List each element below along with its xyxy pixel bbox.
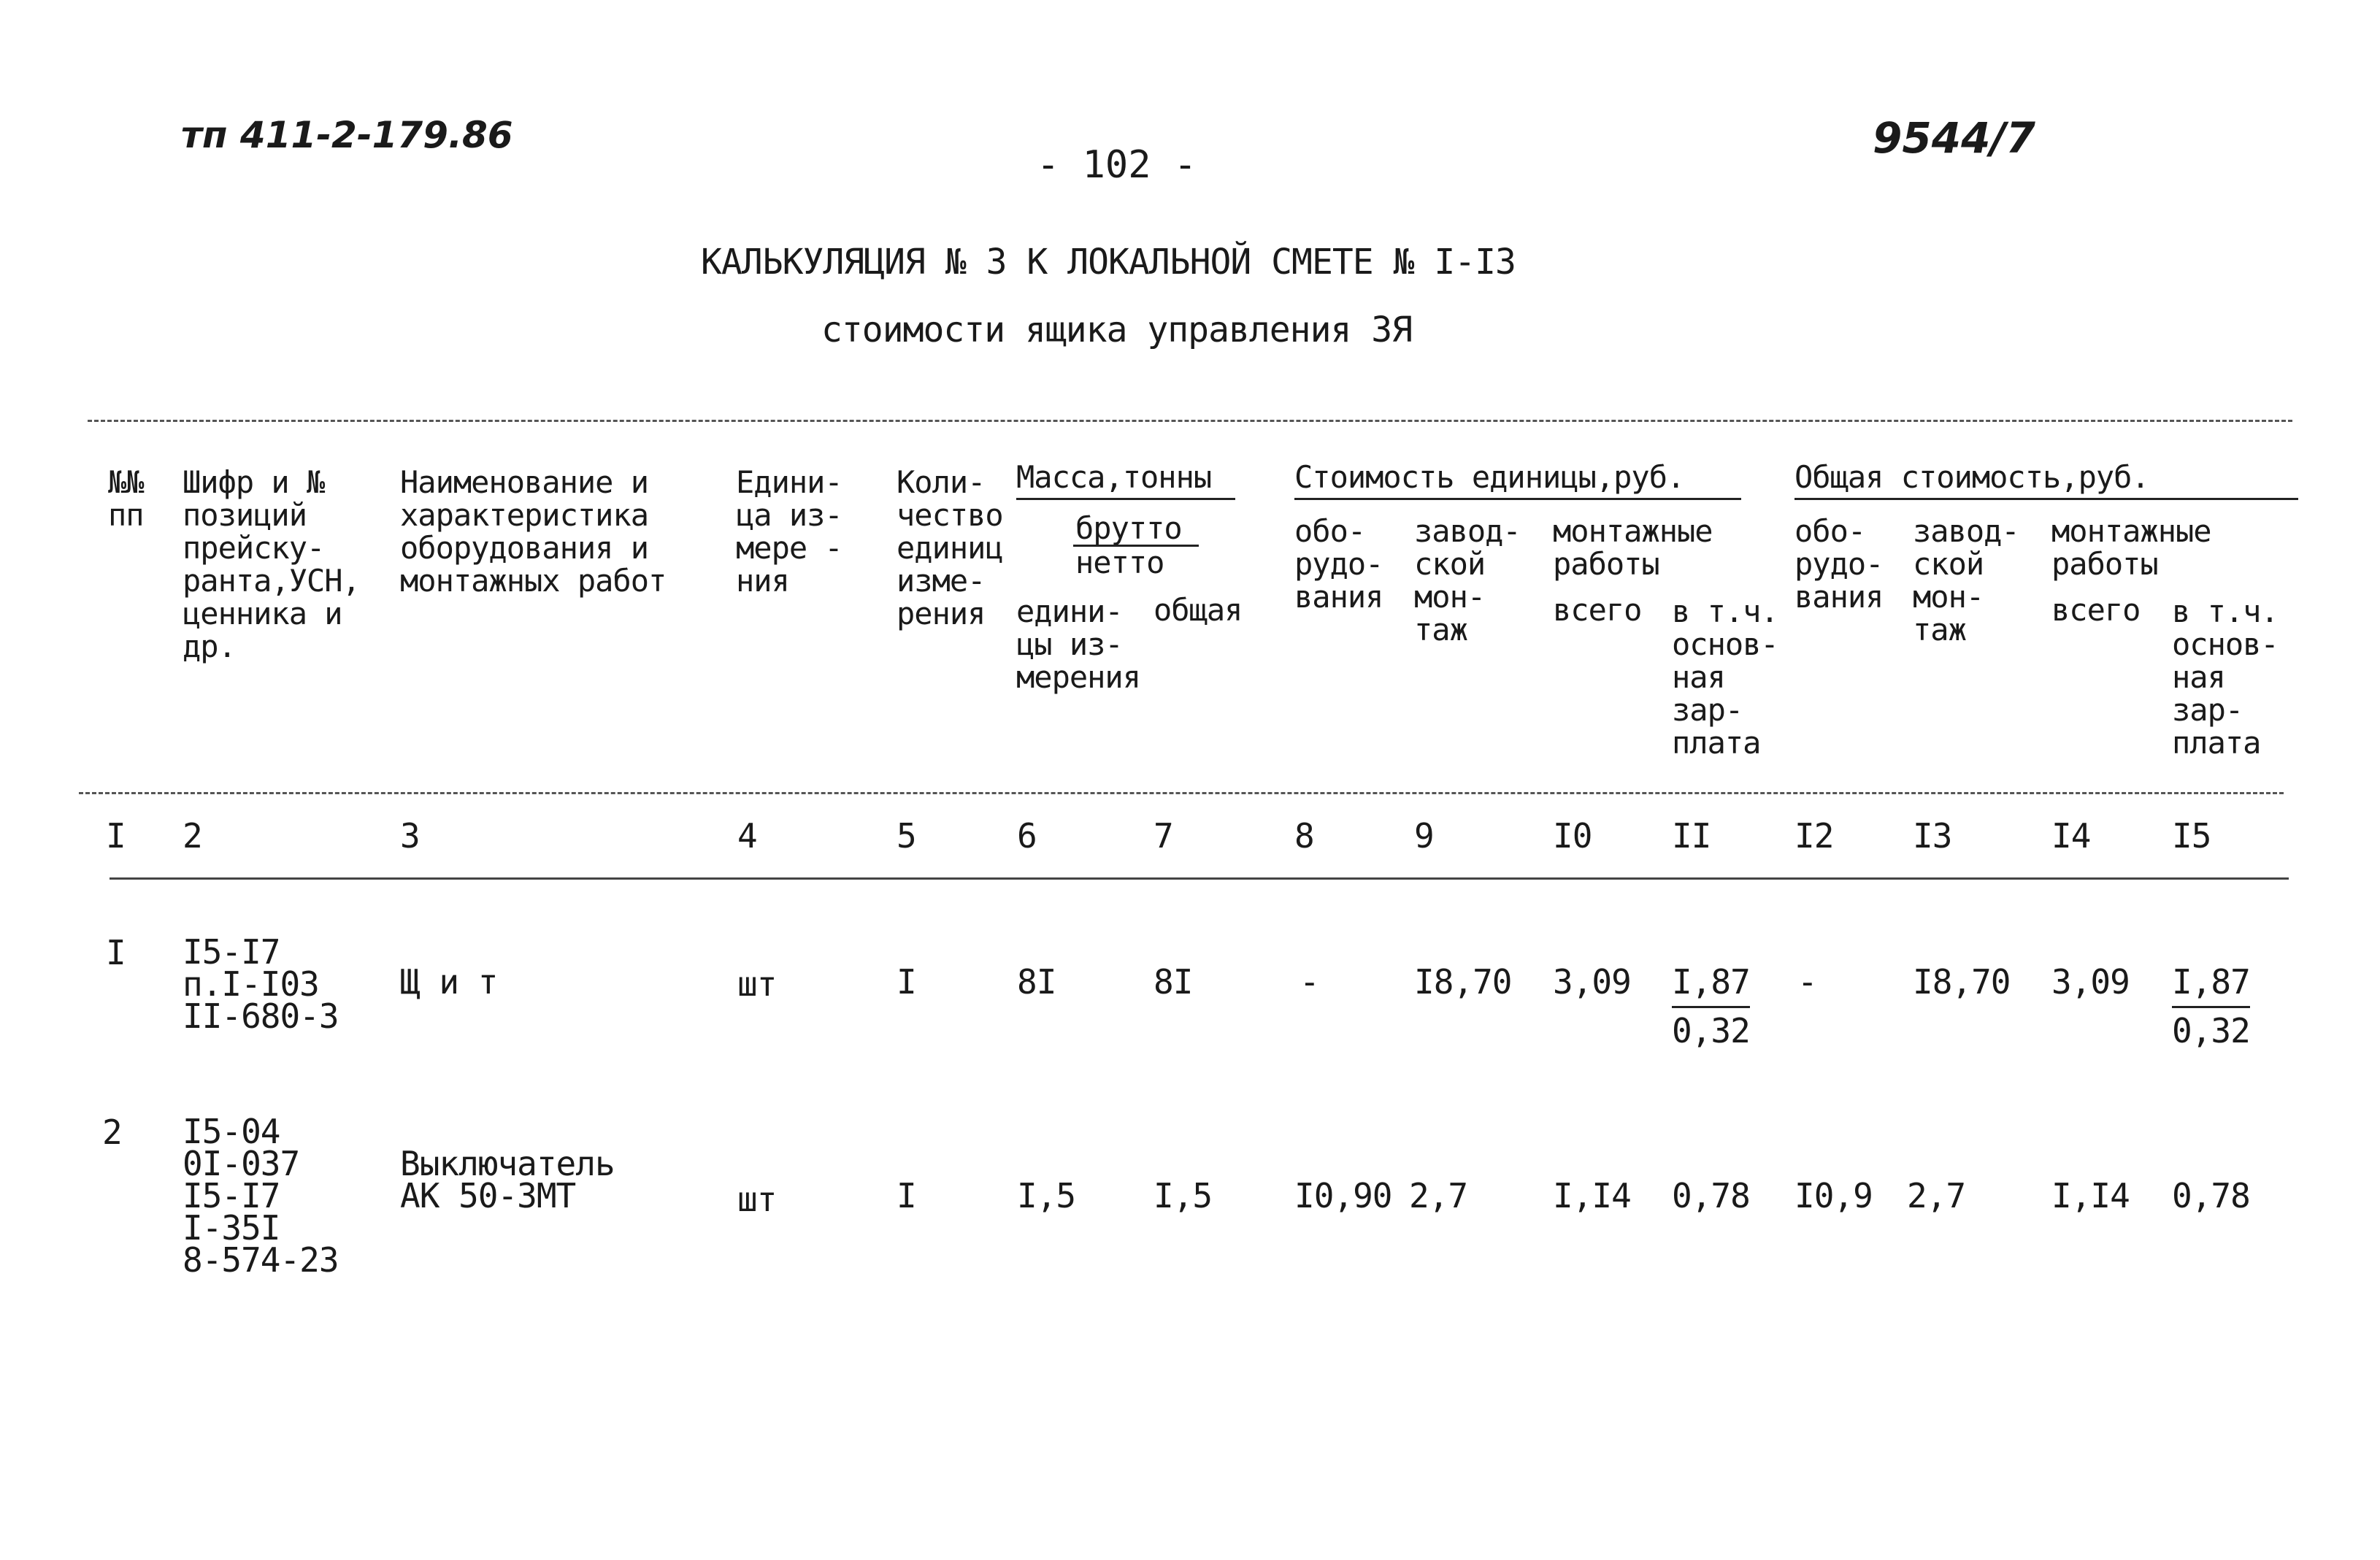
unit: шт: [737, 964, 777, 1004]
mounting-total: 3,09: [1553, 962, 1631, 1002]
header-mont-total: монтажные работы: [2051, 513, 2211, 582]
price-code: I5-04 0I-037 I5-I7 I-35I 8-574-23: [183, 1112, 339, 1280]
base-salary: 0,78: [1672, 1176, 1750, 1215]
header-col-6: едини- цы из- мерения: [1016, 593, 1141, 695]
total-equipment-cost: I0,9: [1794, 1176, 1873, 1215]
document-title: КАЛЬКУЛЯЦИЯ № 3 К ЛОКАЛЬНОЙ СМЕТЕ № I-I3: [701, 242, 1516, 283]
total-mounting: I,I4: [2051, 1176, 2130, 1215]
document-stamp: тп 411-2-179.86: [181, 114, 513, 156]
header-col-9: завод- ской мон- таж: [1414, 513, 1521, 648]
mass-per-unit: 8I: [1017, 962, 1056, 1002]
total-salary-top: I,87: [2172, 962, 2250, 1002]
mass-total: 8I: [1153, 962, 1193, 1002]
col-number-15: I5: [2172, 816, 2211, 856]
header-total-cost-underline: [1794, 498, 2298, 500]
col-number-4: 4: [737, 816, 757, 856]
header-col-15: в т.ч. основ- ная зар- плата: [2172, 593, 2279, 761]
item-name: Выключатель АК 50-3МТ: [400, 1144, 615, 1215]
mass-per-unit: I,5: [1017, 1176, 1076, 1215]
header-mass: Масса,тонны: [1016, 459, 1212, 495]
total-factory-mounting: 2,7: [1907, 1176, 1966, 1215]
header-col-11: в т.ч. основ- ная зар- плата: [1672, 593, 1778, 761]
total-equipment-cost: -: [1797, 962, 1817, 1002]
header-total-cost: Общая стоимость,руб.: [1794, 459, 2149, 495]
total-salary: 0,78: [2172, 1176, 2250, 1215]
header-col-5: Коли- чество единиц изме- рения: [897, 464, 1003, 631]
col-number-bottom-rule: [110, 877, 2289, 880]
total-salary-bottom: 0,32: [2172, 1006, 2250, 1048]
total-factory-mounting: I8,70: [1913, 962, 2011, 1002]
quantity: I: [897, 1176, 916, 1215]
header-brutto: брутто: [1075, 510, 1182, 546]
factory-mounting-cost: I8,70: [1414, 962, 1512, 1002]
equipment-cost: -: [1300, 962, 1319, 1002]
mass-total: I,5: [1153, 1176, 1213, 1215]
col-number-3: 3: [400, 816, 420, 856]
header-col-10: всего: [1553, 592, 1642, 628]
col-number-11: II: [1672, 816, 1711, 856]
header-mont-unit: монтажные работы: [1553, 513, 1713, 582]
price-code: I5-I7 п.I-I03 II-680-3: [183, 932, 339, 1036]
quantity: I: [897, 962, 916, 1002]
table-top-rule: [88, 420, 2292, 422]
header-unit-cost-underline: [1294, 498, 1741, 500]
col-number-8: 8: [1294, 816, 1314, 856]
col-number-6: 6: [1017, 816, 1037, 856]
unit: шт: [737, 1180, 777, 1219]
sheet-reference: 9544/7: [1873, 113, 2035, 163]
header-col-1: №№ пп: [108, 464, 144, 533]
row-number: 2: [102, 1113, 122, 1152]
header-col-3: Наименование и характеристика оборудования и монтажных работ: [400, 464, 667, 599]
header-bottom-rule: [79, 792, 2284, 794]
col-number-7: 7: [1153, 816, 1173, 856]
factory-mounting-cost: 2,7: [1409, 1176, 1468, 1215]
header-netto: нетто: [1075, 545, 1164, 580]
col-number-9: 9: [1414, 816, 1434, 856]
header-col-12: обо- рудо- вания: [1794, 513, 1884, 615]
col-number-10: I0: [1553, 816, 1592, 856]
col-number-1: I: [106, 816, 126, 856]
header-col-2: Шифр и № позиций прейску- ранта,УСН, ценника и др.: [183, 464, 360, 664]
equipment-cost: I0,90: [1294, 1176, 1392, 1215]
col-number-14: I4: [2051, 816, 2091, 856]
col-number-13: I3: [1913, 816, 1952, 856]
col-number-2: 2: [183, 816, 202, 856]
base-salary-top: I,87: [1672, 962, 1750, 1002]
col-number-12: I2: [1794, 816, 1834, 856]
header-col-13: завод- ской мон- таж: [1913, 513, 2019, 648]
base-salary-bottom: 0,32: [1672, 1006, 1750, 1048]
header-col-4: Едини- ца из- мере - ния: [736, 464, 842, 599]
header-col-8: обо- рудо- вания: [1294, 513, 1383, 615]
page-number: - 102 -: [1037, 143, 1197, 187]
total-mounting: 3,09: [2051, 962, 2130, 1002]
header-col-7: общая: [1153, 592, 1243, 628]
header-mass-underline: [1016, 498, 1235, 500]
item-name: Щ и т: [400, 962, 498, 1002]
header-col-14: всего: [2051, 592, 2141, 628]
document-subtitle: стоимости ящика управления 3Я: [821, 310, 1413, 350]
col-number-5: 5: [897, 816, 916, 856]
mounting-total: I,I4: [1553, 1176, 1631, 1215]
header-unit-cost: Стоимость единицы,руб.: [1294, 459, 1685, 495]
row-number: I: [106, 933, 126, 972]
